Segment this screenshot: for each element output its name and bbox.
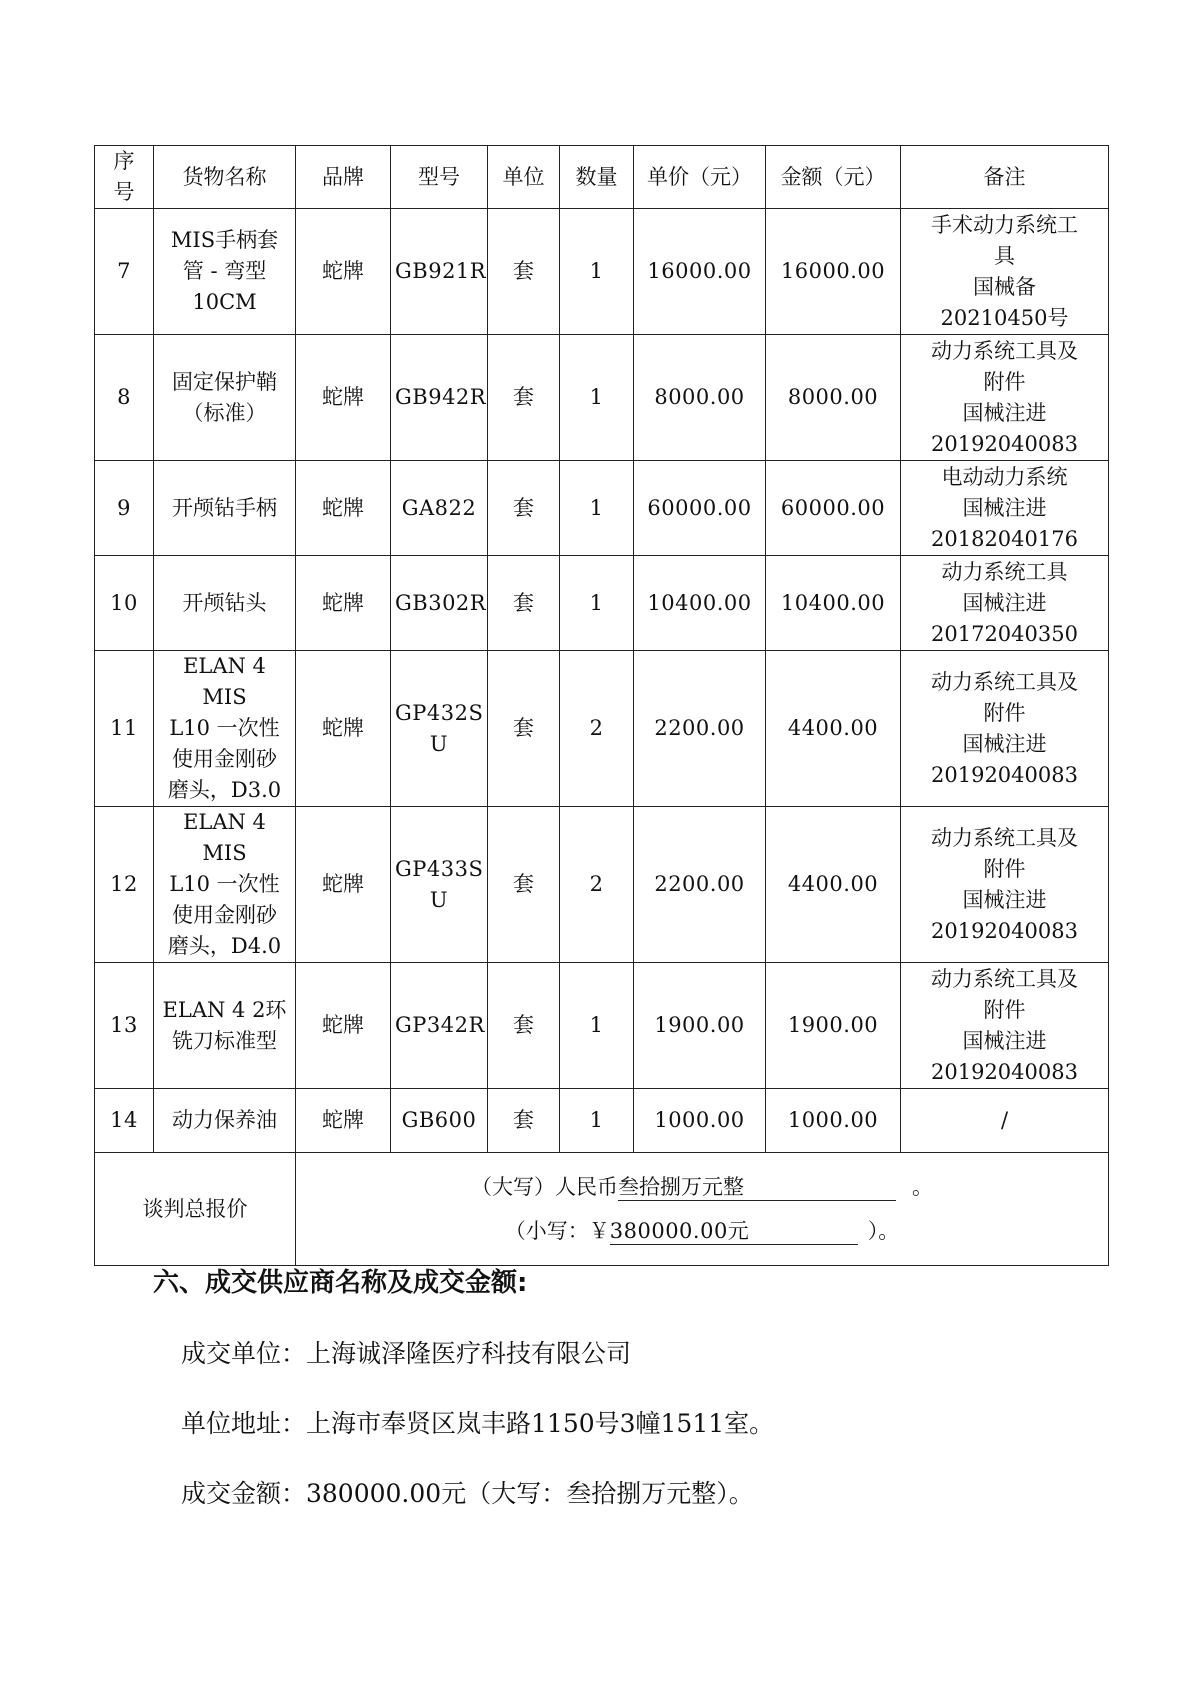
total-daxie-suffix: 。	[912, 1175, 933, 1199]
cell-unit-price: 10400.00	[634, 556, 766, 651]
cell-qty: 1	[560, 335, 634, 461]
cell-name: ELAN 4 MIS L10 一次性 使用金刚砂 磨头，D4.0	[154, 807, 296, 963]
cell-brand: 蛇牌	[296, 1089, 391, 1153]
total-xiaoxie-suffix: ）。	[867, 1219, 900, 1243]
cell-remark: 动力系统工具及 附件 国械注进 20192040083	[901, 963, 1109, 1089]
quotation-table	[94, 145, 1109, 1266]
cell-model: GB600	[391, 1089, 488, 1153]
cell-unit: 套	[488, 1089, 560, 1153]
cell-model: GP432S U	[391, 651, 488, 807]
cell-no: 11	[95, 651, 154, 807]
cell-remark: /	[901, 1089, 1109, 1153]
cell-unit: 套	[488, 651, 560, 807]
table-row	[95, 335, 1109, 461]
cell-name: ELAN 4 MIS L10 一次性 使用金刚砂 磨头，D3.0	[154, 651, 296, 807]
cell-brand: 蛇牌	[296, 963, 391, 1089]
cell-no: 12	[95, 807, 154, 963]
header-cell-remark: 备注	[901, 146, 1109, 209]
cell-remark: 动力系统工具 国械注进 20172040350	[901, 556, 1109, 651]
header-cell-no: 序 号	[95, 146, 154, 209]
total-value-cell	[296, 1153, 1109, 1266]
header-cell-name: 货物名称	[154, 146, 296, 209]
cell-model: GB942R	[391, 335, 488, 461]
cell-brand: 蛇牌	[296, 461, 391, 556]
cell-name: 开颅钻手柄	[154, 461, 296, 556]
cell-qty: 1	[560, 556, 634, 651]
cell-unit-price: 60000.00	[634, 461, 766, 556]
table-row	[95, 651, 1109, 807]
cell-amount: 60000.00	[766, 461, 901, 556]
cell-unit-price: 1900.00	[634, 963, 766, 1089]
header-cell-qty: 数量	[560, 146, 634, 209]
cell-no: 14	[95, 1089, 154, 1153]
header-cell-unit-price: 单价（元）	[634, 146, 766, 209]
total-daxie-prefix: （大写）人民币	[471, 1175, 618, 1199]
cell-no: 8	[95, 335, 154, 461]
cell-unit: 套	[488, 335, 560, 461]
header-cell-model: 型号	[391, 146, 488, 209]
cell-amount: 16000.00	[766, 209, 901, 335]
cell-remark: 动力系统工具及 附件 国械注进 20192040083	[901, 335, 1109, 461]
cell-unit: 套	[488, 807, 560, 963]
total-row	[95, 1153, 1109, 1266]
cell-unit-price: 16000.00	[634, 209, 766, 335]
cell-brand: 蛇牌	[296, 556, 391, 651]
section-heading: 六、成交供应商名称及成交金额:	[153, 1268, 528, 1298]
cell-no: 9	[95, 461, 154, 556]
cell-remark: 动力系统工具及 附件 国械注进 20192040083	[901, 807, 1109, 963]
cell-model: GP342R	[391, 963, 488, 1089]
cell-no: 13	[95, 963, 154, 1089]
table-body	[95, 146, 1109, 1266]
cell-unit: 套	[488, 963, 560, 1089]
cell-unit-price: 2200.00	[634, 651, 766, 807]
cell-qty: 1	[560, 461, 634, 556]
cell-unit-price: 1000.00	[634, 1089, 766, 1153]
cell-brand: 蛇牌	[296, 209, 391, 335]
cell-amount: 4400.00	[766, 651, 901, 807]
cell-model: GB921R	[391, 209, 488, 335]
cell-name: 开颅钻头	[154, 556, 296, 651]
table-header-row	[95, 146, 1109, 209]
winning-supplier-line: 成交单位：上海诚泽隆医疗科技有限公司	[181, 1339, 632, 1368]
cell-name: 固定保护鞘 （标准）	[154, 335, 296, 461]
cell-model: GP433S U	[391, 807, 488, 963]
cell-model: GB302R	[391, 556, 488, 651]
cell-amount: 8000.00	[766, 335, 901, 461]
table-row	[95, 556, 1109, 651]
table-row	[95, 209, 1109, 335]
cell-amount: 10400.00	[766, 556, 901, 651]
cell-no: 7	[95, 209, 154, 335]
cell-qty: 1	[560, 1089, 634, 1153]
cell-name: ELAN 4 2环 铣刀标准型	[154, 963, 296, 1089]
total-xiaoxie-value: 380000.00元	[610, 1218, 858, 1245]
deal-amount-line: 成交金额：380000.00元（大写：叁拾捌万元整）。	[181, 1479, 754, 1508]
total-daxie-line	[300, 1165, 1104, 1209]
total-daxie-value: 叁拾捌万元整	[618, 1174, 896, 1201]
cell-no: 10	[95, 556, 154, 651]
cell-unit-price: 8000.00	[634, 335, 766, 461]
cell-unit: 套	[488, 461, 560, 556]
table-row	[95, 963, 1109, 1089]
cell-remark: 手术动力系统工 具 国械备 20210450号	[901, 209, 1109, 335]
cell-name: 动力保养油	[154, 1089, 296, 1153]
header-cell-brand: 品牌	[296, 146, 391, 209]
total-label: 谈判总报价	[95, 1153, 296, 1266]
cell-remark: 电动动力系统 国械注进 20182040176	[901, 461, 1109, 556]
cell-unit: 套	[488, 556, 560, 651]
cell-unit: 套	[488, 209, 560, 335]
cell-amount: 1900.00	[766, 963, 901, 1089]
cell-brand: 蛇牌	[296, 807, 391, 963]
cell-amount: 4400.00	[766, 807, 901, 963]
cell-amount: 1000.00	[766, 1089, 901, 1153]
total-xiaoxie-prefix: （小写：￥	[504, 1219, 610, 1243]
table-row	[95, 461, 1109, 556]
header-cell-unit: 单位	[488, 146, 560, 209]
table-row	[95, 807, 1109, 963]
supplier-address-line: 单位地址：上海市奉贤区岚丰路1150号3幢1511室。	[181, 1409, 775, 1438]
cell-qty: 2	[560, 651, 634, 807]
cell-brand: 蛇牌	[296, 335, 391, 461]
cell-qty: 2	[560, 807, 634, 963]
cell-qty: 1	[560, 209, 634, 335]
table-row	[95, 1089, 1109, 1153]
cell-unit-price: 2200.00	[634, 807, 766, 963]
cell-remark: 动力系统工具及 附件 国械注进 20192040083	[901, 651, 1109, 807]
cell-brand: 蛇牌	[296, 651, 391, 807]
cell-model: GA822	[391, 461, 488, 556]
cell-name: MIS手柄套 管 - 弯型 10CM	[154, 209, 296, 335]
total-xiaoxie-line	[300, 1209, 1104, 1253]
header-cell-amount: 金额（元）	[766, 146, 901, 209]
cell-qty: 1	[560, 963, 634, 1089]
